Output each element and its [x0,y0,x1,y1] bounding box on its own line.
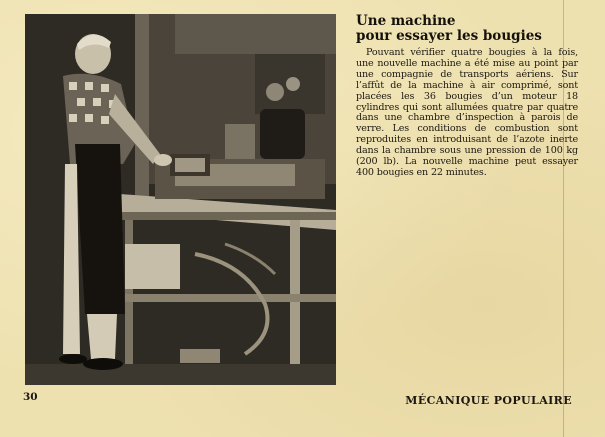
article-photo [25,14,336,385]
article [356,14,578,179]
article-title-line-2: pour essayer les bougies [356,28,542,44]
magazine-name: MÉCANIQUE POPULAIRE [405,394,572,407]
page-number: 30 [23,391,38,403]
article-body: Pouvant vérifier quatre bougies à la fois, une nouvelle machine a été mise au point par une compagnie de transports aériens. Sur l’affût de la machine à air comprimé, sont placées les 36 bougies d’un moteur 18 cylindres qui sont allumées quatre par quatre dans une chambre d’inspection à parois de verre. Les conditions de combustion sont reproduites en introduisant de l’azote inerte dans la chambre sous une pression de 100 kg (200 lb). La nouvelle machine peut essayer 400 bougies en 22 minutes. [356,47,578,178]
article-title [356,14,578,44]
article-title-line-1: Une machine [356,13,456,29]
